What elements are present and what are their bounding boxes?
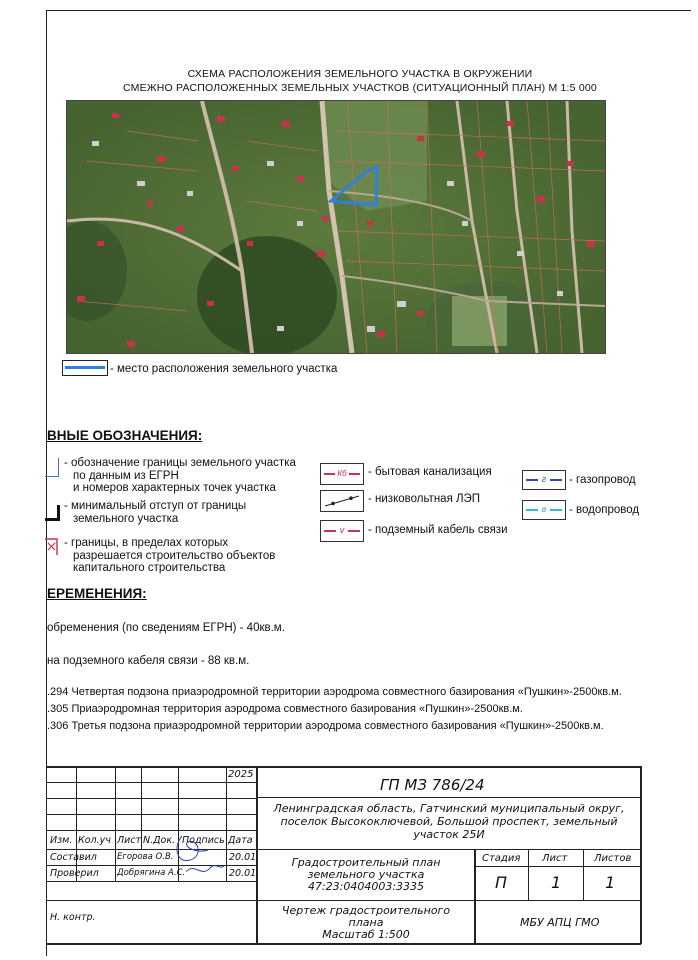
map-title-line1: СХЕМА РАСПОЛОЖЕНИЯ ЗЕМЕЛЬНОГО УЧАСТКА В ОКРУЖЕНИИ: [187, 68, 533, 80]
legend-item-parcel-boundary: - обозначение границы земельного участка по данным из ЕГРН и номеров характерных точек участка: [64, 457, 296, 494]
legend-comm-cable: - подземный кабель связи: [368, 524, 508, 536]
header-list: Лист: [117, 835, 142, 846]
stage-value: П: [495, 873, 508, 892]
legend-gas-pipe: - газопровод: [569, 474, 636, 486]
map-title: [60, 68, 660, 95]
sheet-label: Лист: [542, 853, 568, 864]
encumbrance-zone-306: .306 Третья подзона приаэродромной территории аэродрома совместного базирования «Пушкин»-2500кв.м.: [47, 720, 604, 732]
parcel-boundary-icon: [45, 458, 59, 477]
year: 2025: [228, 769, 254, 780]
sheets-value: 1: [605, 873, 616, 892]
encumbrances-heading: ЕРЕМЕНЕНИЯ:: [47, 586, 147, 601]
parcel-legend-swatch: [62, 360, 108, 376]
date-composed: 20.01: [229, 852, 257, 863]
legend-water-pipe: - водопровод: [569, 504, 640, 516]
gas-pipe-icon: г: [522, 470, 566, 490]
encumbrance-egrn: обременения (по сведениям ЕГРН) - 40кв.м.: [47, 622, 285, 634]
encumbrance-zone-294: .294 Четвертая подзона приаэродромной территории аэродрома совместного базирования «Пушкин»-2500кв.м.: [47, 686, 622, 698]
map-title-line2: СМЕЖНО РАСПОЛОЖЕННЫХ ЗЕМЕЛЬНЫХ УЧАСТКОВ (СИТУАЦИОННЫЙ ПЛАН) М 1:5 000: [123, 81, 597, 94]
header-kol: Кол.уч: [78, 835, 111, 846]
project-address: Ленинградская область, Гатчинский муниципальный округ, поселок Высокоключевой, Большой проспект, земельный участок 25И: [273, 802, 625, 841]
encumbrance-zone-305: .305 Приаэродромная территория аэродрома совместного базирования «Пушкин»-2500кв.м.: [47, 703, 523, 715]
header-ndok: N.Док.: [143, 835, 176, 846]
header-podpis: Подпись: [182, 835, 225, 846]
name-composed: Егорова О.В.: [117, 852, 174, 862]
project-code: ГП МЗ 786/24: [380, 776, 485, 794]
parcel-legend-text: - место расположения земельного участка: [110, 363, 338, 375]
legend-item-building-zone: - границы, в пределах которых разрешается строительство объектов капитального строительства: [64, 537, 276, 574]
header-data: Дата: [228, 835, 253, 846]
doc-title: Градостроительный план земельного участка 47:23:0404003:3335: [291, 856, 441, 893]
water-pipe-icon: в: [522, 500, 566, 520]
legend-power-line: - низковольтная ЛЭП: [368, 493, 481, 505]
role-checked: Проверил: [50, 868, 99, 879]
legend-heading: ВНЫЕ ОБОЗНАЧЕНИЯ:: [47, 428, 203, 443]
role-composed: Составил: [50, 852, 97, 863]
legend-item-setback: - минимальный отступ от границы земельного участка: [64, 500, 247, 525]
sheet-value: 1: [551, 873, 562, 892]
comm-cable-icon: v: [320, 520, 364, 542]
sewer-line-icon: Кб: [320, 463, 364, 485]
power-line-icon: [320, 490, 364, 512]
legend-sewer: - бытовая канализация: [368, 466, 492, 478]
satellite-image: [67, 101, 605, 353]
building-zone-icon: [45, 537, 59, 555]
encumbrance-cable: на подземного кабеля связи - 88 кв.м.: [47, 655, 250, 667]
setback-line-icon: [45, 505, 60, 521]
stage-label: Стадия: [482, 853, 521, 864]
organization: МБУ АПЦ ГМО: [520, 916, 600, 929]
drawing-title: Чертеж градостроительного плана Масштаб 1:500: [281, 904, 451, 941]
role-norm-control: Н. контр.: [50, 912, 96, 923]
date-checked: 20.01: [229, 868, 257, 879]
sheets-label: Листов: [594, 853, 632, 864]
situation-map: [66, 100, 606, 354]
header-izm: Изм.: [50, 835, 73, 846]
name-checked: Добрягина А.С.: [117, 868, 186, 878]
